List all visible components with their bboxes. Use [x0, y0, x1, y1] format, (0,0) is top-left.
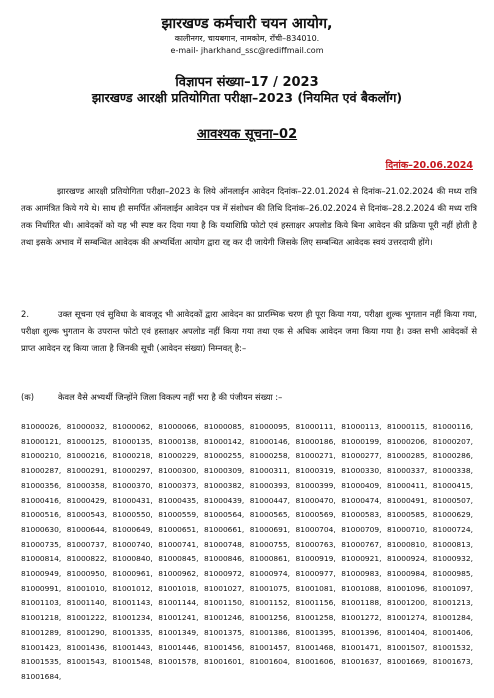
sub-section-text: केवल वैसे अभ्यर्थी जिन्होंने जिला विकल्प नहीं भरा है की पंजीयन संख्या :–: [58, 392, 283, 402]
paragraph-2: [21, 306, 477, 357]
organization-name: झारखण्ड कर्मचारी चयन आयोग,: [161, 16, 333, 32]
notice-title: [0, 124, 494, 142]
notice-date: दिनांक–20.06.2024: [385, 160, 473, 171]
paragraph-1: झारखण्ड आरक्षी प्रतियोगिता परीक्षा–2023 के लिये ऑनलाईन आवेदन दिनांक–22.01.2024 से दिनांक–21.02.2024 की मध्य रात्रि तक आमंत्रित किये गये थे। साथ ही समर्पित ऑनलाईन आवेदन पत्र में संशोधन की तिथि दिनांक–26.02.2024 से दिनांक–28.2.2024 की मध्य रात्रि तक निर्धारित थी। आवेदकों को यह भी स्पष्ट कर दिया गया है कि यथाशिघ्रि फोटो एवं हस्ताक्षर अपलोड किये बिना आवेदन की प्रक्रिया पूरी नहीं होती है तथा इसके अभाव में सम्बन्धित आवेदक की अभ्यर्थिता आयोग द्वारा रद्द कर दी जायेगी जिसके लिए सम्बन्धित आवेदक स्वयं उत्तरदायी होंगे।: [21, 186, 477, 247]
organization-email: e-mail- jharkhand_ssc@rediffmail.com: [170, 46, 324, 55]
sub-section-marker: (क): [21, 392, 34, 402]
organization-address: कालीनगर, चायबगान, नामकोम, राँची–834010.: [174, 34, 320, 43]
paragraph-2-text: उक्त सूचना एवं सुविधा के बावजूद भी आवेदकों द्वारा आवेदन का प्रारम्भिक चरण ही पूरा किया गया, परीक्षा शुल्क भुगतान नहीं किया गया, परीक्षा शुल्क भुगतान के उपरान्त फोटो एवं हस्ताक्षर अपलोड नहीं किया गया तथा एक से अधिक आवेदन जमा किया गया है। उक्त सभी आवेदकों से प्राप्त आवेदन रद्द किया जाता है जिनकी सूची (आवेदन संख्या) निम्नवत् है:–: [21, 309, 477, 353]
paragraph-2-number: 2.: [21, 309, 29, 319]
advertisement-number: विज्ञापन संख्या–17 / 2023: [175, 75, 319, 90]
registration-number-list: 81000026, 81000032, 81000062, 81000066, 81000085, 81000095, 81000111, 81000113, 81000115, 81000116, 81000121, 81000125, 81000135, 81000138, 81000142, 81000146, 81000186, 81000199, 81000206, 81000207, 81000210, 81000216, 81000218, 81000229, 81000255, 81000258, 81000271, 81000277, 81000285, 81000286, 81000287, 81000291, 81000297, 81000300, 81000309, 81000311, 81000319, 81000330, 81000337, 81000338, 81000356, 81000358, 81000370, 81000373, 81000382, 81000393, 81000399, 81000409, 81000411, 81000415, 81000416, 81000429, 81000431, 81000435, 81000439, 81000447, 81000470, 81000474, 81000491, 81000507, 81000516, 81000543, 81000550, 81000559, 81000564, 81000565, 81000569, 81000583, 81000585, 81000629, 81000630, 81000644, 81000649, 81000651, 81000661, 81000691, 81000704, 81000709, 81000710, 81000724, 81000735, 81000737, 81000740, 81000741, 81000748, 81000755, 81000763, 81000767, 81000810, 81000813, 81000814, 81000822, 81000840, 81000845, 81000846, 81000861, 81000919, 81000921, 81000924, 81000932, 81000949, 81000950, 81000961, 81000962, 81000972, 81000974, 81000977, 81000983, 81000984, 81000985, 81000991, 81001010, 81001012, 81001018, 81001027, 81001075, 81001081, 81001088, 81001096, 81001097, 81001103, 81001140, 81001143, 81001144, 81001150, 81001152, 81001156, 81001188, 81001200, 81001213, 81001218, 81001222, 81001234, 81001241, 81001246, 81001256, 81001258, 81001272, 81001274, 81001284, 81001289, 81001290, 81001335, 81001349, 81001375, 81001386, 81001395, 81001396, 81001404, 81001406, 81001423, 81001436, 81001443, 81001446, 81001456, 81001457, 81001468, 81001471, 81001507, 81001532, 81001535, 81001543, 81001548, 81001578, 81001601, 81001604, 81001606, 81001637, 81001669, 81001673, 81001684,: [21, 422, 473, 681]
sub-section-heading: [21, 392, 282, 403]
notice-title-text: आवश्यक सूचना–02: [196, 127, 298, 142]
exam-title: झारखण्ड आरक्षी प्रतियोगिता परीक्षा–2023 (नियमित एवं बैकलॉग): [91, 90, 403, 105]
